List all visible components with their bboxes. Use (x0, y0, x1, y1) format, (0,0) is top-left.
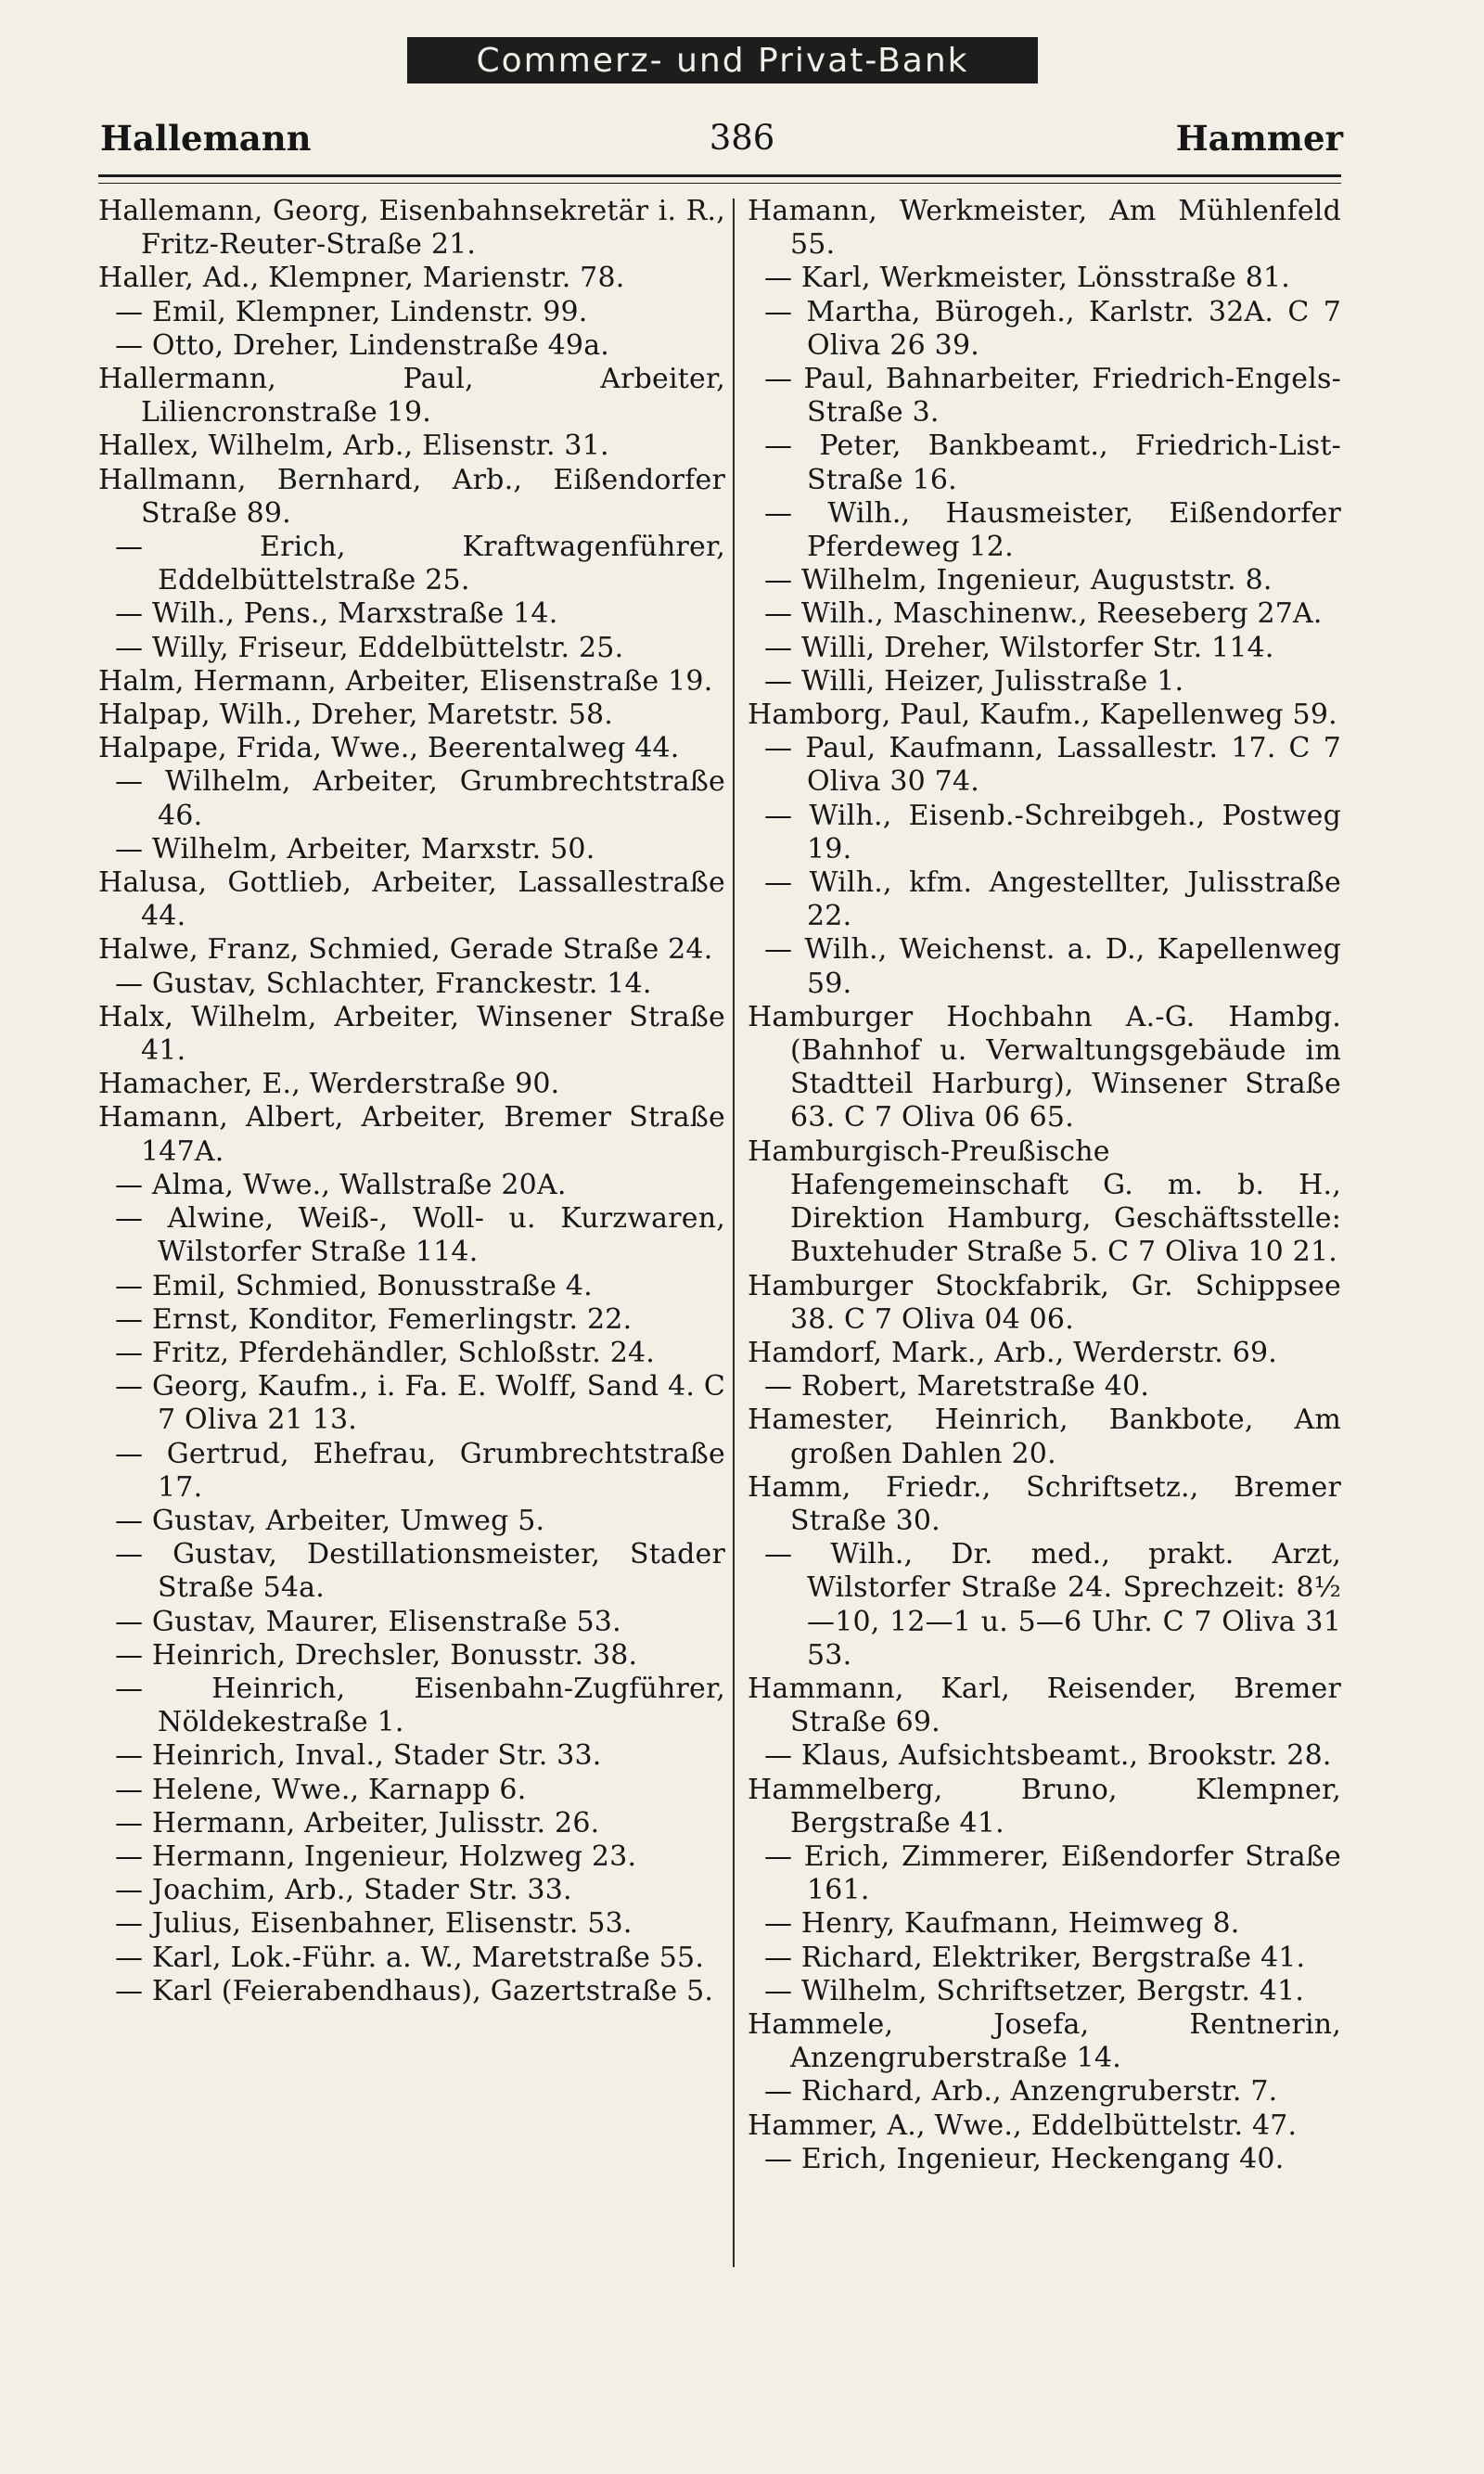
directory-entry: Hamburgisch-Preußische Hafengemeinschaft G. m. b. H., Direktion Hamburg, Geschäftsstelle: Buxtehuder Straße 5. C 7 Oliva 10 21. (748, 1134, 1341, 1269)
directory-entry: Hammann, Karl, Reisender, Bremer Straße 69. (748, 1672, 1341, 1739)
directory-entry: Hammer, A., Wwe., Eddelbüttelstr. 47. (748, 2109, 1298, 2142)
directory-entry: — Wilh., Maschinenw., Reeseberg 27A. (764, 597, 1323, 631)
directory-entry: — Richard, Arb., Anzengruberstr. 7. (764, 2075, 1278, 2109)
directory-entry: — Willi, Dreher, Wilstorfer Str. 114. (764, 631, 1274, 664)
directory-entry: Hallemann, Georg, Eisenbahnsekretär i. R., Fritz-Reuter-Straße 21. (98, 195, 725, 262)
directory-entry: Hallmann, Bernhard, Arb., Eißendorfer Straße 89. (98, 463, 725, 530)
directory-entry: Hammele, Josefa, Rentnerin, Anzengruberstraße 14. (748, 2007, 1341, 2075)
directory-entry: Hamborg, Paul, Kaufm., Kapellenweg 59. (748, 699, 1337, 732)
directory-entry: — Erich, Zimmerer, Eißendorfer Straße 161. (764, 1839, 1341, 1907)
directory-entry: — Willy, Friseur, Eddelbüttelstr. 25. (115, 631, 624, 664)
directory-entry: — Paul, Kaufmann, Lassallestr. 17. C 7 Oliva 30 74. (764, 732, 1341, 799)
directory-entry: Hamdorf, Mark., Arb., Werderstr. 69. (748, 1336, 1278, 1369)
directory-entry: — Erich, Ingenieur, Heckengang 40. (764, 2142, 1285, 2175)
directory-entry: Halpap, Wilh., Dreher, Maretstr. 58. (98, 699, 614, 732)
directory-entry: Halx, Wilhelm, Arbeiter, Winsener Straße 41. (98, 1000, 725, 1068)
directory-entry: — Wilhelm, Schriftsetzer, Bergstr. 41. (764, 1974, 1305, 2007)
directory-entry: — Alwine, Weiß-, Woll- u. Kurzwaren, Wilstorfer Straße 114. (115, 1202, 725, 1269)
directory-entry: Halpape, Frida, Wwe., Beerentalweg 44. (98, 732, 680, 765)
directory-entry: Hallermann, Paul, Arbeiter, Liliencronstraße 19. (98, 363, 725, 429)
directory-entry: — Karl, Werkmeister, Lönsstraße 81. (764, 262, 1291, 295)
directory-entry: — Wilh., Weichenst. a. D., Kapellenweg 59. (764, 933, 1341, 1000)
directory-entry: — Joachim, Arb., Stader Str. 33. (115, 1874, 572, 1907)
directory-entry: Halwe, Franz, Schmied, Gerade Straße 24. (98, 933, 713, 967)
directory-entry: — Wilh., Dr. med., prakt. Arzt, Wilstorfer Straße 24. Sprechzeit: 8½—10, 12—1 u. 5—6 Uhr. C 7 Oliva 31 53. (764, 1538, 1341, 1672)
directory-entry: — Heinrich, Inval., Stader Str. 33. (115, 1739, 602, 1773)
directory-entry: — Hermann, Arbeiter, Julisstr. 26. (115, 1806, 600, 1839)
directory-entry: Halusa, Gottlieb, Arbeiter, Lassallestraße 44. (98, 866, 725, 933)
header-rule-thick (98, 174, 1341, 177)
directory-entry: — Hermann, Ingenieur, Holzweg 23. (115, 1839, 637, 1873)
directory-entry: — Wilh., kfm. Angestellter, Julisstraße 22. (764, 866, 1341, 933)
directory-entry: — Julius, Eisenbahner, Elisenstr. 53. (115, 1907, 633, 1941)
directory-entry: — Gustav, Maurer, Elisenstraße 53. (115, 1605, 621, 1638)
directory-entry: Hamburger Hochbahn A.-G. Hambg. (Bahnhof u. Verwaltungsgebäude im Stadtteil Harburg), Winsener Straße 63. C 7 Oliva 06 65. (748, 1000, 1341, 1134)
directory-entry: — Wilh., Pens., Marxstraße 14. (115, 597, 558, 631)
directory-entry: Hamacher, E., Werderstraße 90. (98, 1068, 560, 1101)
directory-entry: — Emil, Schmied, Bonusstraße 4. (115, 1269, 593, 1302)
directory-entry: Hamann, Werkmeister, Am Mühlenfeld 55. (748, 195, 1341, 262)
directory-entry: Hallex, Wilhelm, Arb., Elisenstr. 31. (98, 429, 609, 463)
header-last-name: Hammer (1175, 118, 1343, 159)
directory-entry: — Gustav, Schlachter, Franckestr. 14. (115, 967, 652, 1000)
directory-entry: — Helene, Wwe., Karnapp 6. (115, 1773, 527, 1806)
directory-entry: Halm, Hermann, Arbeiter, Elisenstraße 19. (98, 664, 713, 698)
left-column (98, 195, 725, 2008)
directory-entry: — Otto, Dreher, Lindenstraße 49a. (115, 328, 610, 362)
directory-entry: Hammelberg, Bruno, Klempner, Bergstraße 41. (748, 1773, 1341, 1839)
bank-banner (407, 37, 1038, 83)
directory-entry: — Ernst, Konditor, Femerlingstr. 22. (115, 1302, 633, 1336)
directory-entry: Hamann, Albert, Arbeiter, Bremer Straße 147A. (98, 1101, 725, 1168)
banner-text: Commerz- und Privat-Bank (476, 41, 969, 80)
directory-entry: — Martha, Bürogeh., Karlstr. 32A. C 7 Oliva 26 39. (764, 295, 1341, 362)
header-rule-thin (98, 183, 1341, 184)
directory-entry: Hamester, Heinrich, Bankbote, Am großen Dahlen 20. (748, 1404, 1341, 1470)
directory-entry: — Paul, Bahnarbeiter, Friedrich-Engels-Straße 3. (764, 363, 1341, 429)
directory-entry: — Henry, Kaufmann, Heimweg 8. (764, 1907, 1240, 1941)
directory-entry: — Wilh., Eisenb.-Schreibgeh., Postweg 19. (764, 799, 1341, 865)
directory-entry: — Georg, Kaufm., i. Fa. E. Wolff, Sand 4. C 7 Oliva 21 13. (115, 1370, 725, 1437)
directory-entry: Haller, Ad., Klempner, Marienstr. 78. (98, 262, 625, 295)
directory-entry: — Gustav, Destillationsmeister, Stader Straße 54a. (115, 1538, 725, 1605)
directory-entry: — Karl, Lok.-Führ. a. W., Maretstraße 55. (115, 1941, 705, 1974)
directory-entry: — Wilhelm, Arbeiter, Grumbrechtstraße 46. (115, 765, 725, 832)
directory-entry: Hamm, Friedr., Schriftsetz., Bremer Straße 30. (748, 1470, 1341, 1537)
header-first-name: Hallemann (100, 118, 312, 159)
directory-entry: — Peter, Bankbeamt., Friedrich-List-Straße 16. (764, 429, 1341, 496)
directory-entry: — Emil, Klempner, Lindenstr. 99. (115, 295, 588, 328)
column-divider (733, 199, 735, 2267)
directory-entry: — Heinrich, Drechsler, Bonusstr. 38. (115, 1638, 638, 1672)
directory-entry: — Fritz, Pferdehändler, Schloßstr. 24. (115, 1336, 656, 1369)
right-column (748, 195, 1341, 2176)
directory-entry: — Richard, Elektriker, Bergstraße 41. (764, 1941, 1306, 1974)
directory-entry: — Klaus, Aufsichtsbeamt., Brookstr. 28. (764, 1739, 1332, 1773)
page-number: 386 (709, 118, 775, 158)
directory-entry: — Wilh., Hausmeister, Eißendorfer Pferdeweg 12. (764, 496, 1341, 564)
directory-entry: — Robert, Maretstraße 40. (764, 1370, 1150, 1404)
directory-entry: — Willi, Heizer, Julisstraße 1. (764, 664, 1184, 698)
directory-entry: — Gertrud, Ehefrau, Grumbrechtstraße 17. (115, 1437, 725, 1504)
directory-entry: — Alma, Wwe., Wallstraße 20A. (115, 1168, 567, 1201)
directory-entry: — Wilhelm, Ingenieur, Auguststr. 8. (764, 564, 1273, 597)
directory-entry: — Erich, Kraftwagenführer, Eddelbüttelstraße 25. (115, 531, 725, 597)
directory-entry: Hamburger Stockfabrik, Gr. Schippsee 38. C 7 Oliva 04 06. (748, 1269, 1341, 1336)
directory-entry: — Karl (Feierabendhaus), Gazertstraße 5. (115, 1974, 714, 2007)
directory-entry: — Wilhelm, Arbeiter, Marxstr. 50. (115, 832, 595, 865)
directory-entry: — Heinrich, Eisenbahn-Zugführer, Nöldekestraße 1. (115, 1672, 725, 1739)
directory-entry: — Gustav, Arbeiter, Umweg 5. (115, 1504, 545, 1537)
